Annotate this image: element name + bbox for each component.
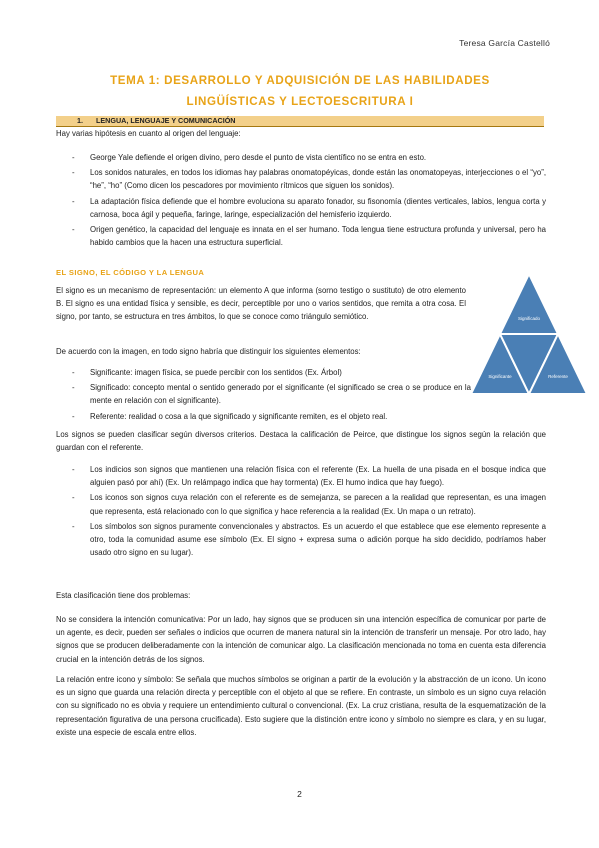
problem-1-paragraph: No se considera la intención comunicativa: Por un lado, hay signos que se producen sin una intención específica de comunicar por parte de un agente, es decir, pueden ser señales o indicios que ocurren de manera natural sin la intención de transferir un mensaje. Por otro lado, hay signos que se producen deliberadamente con la intención de comunicar algo. La clasificación mencionada no toma en cuenta esta diferencia crucial en la intención detrás de los signos. — [56, 615, 546, 664]
list-item: - Origen genético, la capacidad del lenguaje es innata en el ser humano. Toda lengua tiene estructura profunda y universal, pero ha habido cambios que la hacen una estructura superficial. — [56, 223, 546, 249]
list-item: - Los sonidos naturales, en todos los idiomas hay palabras onomatopéyicas, donde están las onomatopeyas, interjecciones o el “yo”, “he”, “ho” (Como dicen los pescadores por movimiento rítmicos que siguen los sonidos). — [56, 166, 546, 192]
section-number: 1. — [77, 116, 83, 125]
header-author: Teresa García Castelló — [459, 38, 550, 48]
triangle-label-bottom-right: Referente — [548, 374, 568, 379]
list-item: - Los indicios son signos que mantienen una relación física con el referente (Ex. La huella de una pisada en el bosque indica que alguien pasó por ahí) (Ex. Un relámpago indica que hay tormenta) (Ex. El humo indica que hay fuego). — [56, 463, 546, 489]
sign-elements-list — [56, 366, 471, 425]
intro-paragraph: Hay varias hipótesis en cuanto al origen del lenguaje: — [56, 129, 241, 138]
triangle-label-bottom-left: Significante — [488, 374, 512, 379]
section-heading-bar — [56, 116, 544, 127]
list-item: - Los símbolos son signos puramente convencionales y abstractos. Es un acuerdo el que establece que ese elemento represente a otro, toda la comunidad asume ese símbolo (Ex. El signo + expresa suma o adición porque ha sido decidido, podríamos haber usado otro signo en su lugar). — [56, 520, 546, 560]
list-item: - La adaptación física defiende que el hombre evoluciona su aparato fonador, su fisonomía (dientes verticales, labios, lengua corta y carnosa, boca ágil y pequeña, faringe, laringe, especialización del hemisferio izquierdo. — [56, 195, 546, 221]
sign-types-list — [56, 463, 546, 561]
elements-intro: De acuerdo con la imagen, en todo signo habría que distinguir los siguientes elementos: — [56, 347, 361, 356]
triangle-top — [500, 274, 558, 334]
problem-2-paragraph: La relación entre icono y símbolo: Se señala que muchos símbolos se originan a partir de la evolución y la abstracción de un icono. Un icono es un signo que guarda una relación directa y perceptible con el objeto al que se refiere. En contraste, un símbolo es un signo cuya relación con su significado no es obvia y requiere un entendimiento cultural o convencional. (Ex. La cruz cristiana, resulta de la esquematización de la representación figurativa de una persona crucificada). Esto sugiere que la distinción entre icono y símbolo no siempre es clara, y en su lugar, existe una especie de escala entre ellos. — [56, 675, 546, 737]
list-item: - Significante: imagen física, se puede percibir con los sentidos (Ex. Árbol) — [56, 366, 471, 379]
classification-paragraph: Los signos se pueden clasificar según diversos criterios. Destaca la calificación de Peirce, que distingue los signos según la relación que guardan con el referente. — [56, 430, 546, 453]
title-line-2: LINGÜÍSTICAS Y LECTOESCRITURA I — [186, 95, 414, 108]
list-item: - George Yale defiende el origen divino, pero desde el punto de vista científico no se entra en esto. — [56, 151, 546, 164]
semiotic-triangle-diagram — [470, 270, 588, 398]
list-item: - Los iconos son signos cuya relación con el referente es de semejanza, se parecen a la realidad que representan, es una imagen que representa, está relacionado con lo que significa y hace referencia a la realidad (Ex. Un mapa o un retrato). — [56, 491, 546, 517]
title-line-1: TEMA 1: DESARROLLO Y ADQUISICIÓN DE LAS HABILIDADES — [110, 74, 490, 87]
problems-intro: Esta clasificación tiene dos problemas: — [56, 591, 191, 600]
sign-paragraph: El signo es un mecanismo de representación: un elemento A que informa (sorno testigo o sustituto) de otro elemento B. El signo es una entidad física y sensible, es decir, perceptible por uno o varios sentidos, que remita a otra cosa. El signo, por tanto, se estructura en tres ámbitos, lo que se conoce como triángulo semiótico. — [56, 286, 466, 322]
section-label: LENGUA, LENGUAJE Y COMUNICACIÓN — [96, 116, 236, 125]
hypotheses-list — [56, 151, 546, 251]
list-item: - Referente: realidad o cosa a la que significado y significante remiten, es el objeto real. — [56, 410, 471, 423]
triangle-label-top: Significado — [517, 316, 541, 321]
document-title — [60, 70, 540, 112]
page-number: 2 — [297, 789, 302, 799]
section-subheading: EL SIGNO, EL CÓDIGO Y LA LENGUA — [56, 268, 205, 277]
list-item: - Significado: concepto mental o sentido generado por el significante (el significado se crea o se produce en la mente en relación con el significante). — [56, 381, 471, 407]
